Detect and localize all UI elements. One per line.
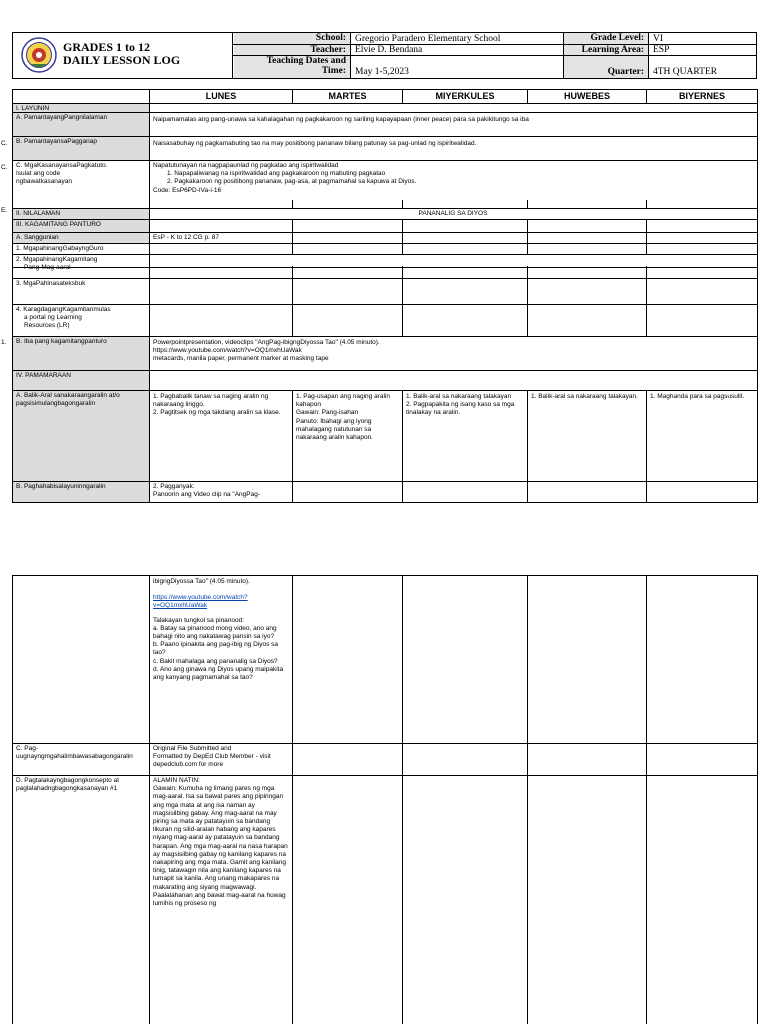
balik-aral-martes: 1. Pag-usapan ang naging aralin kahapon Gawain: Pang-isahan Panuto: Ibahagi ang iyong mahalagang natutunan sa nakaraang aralin kahapon.: [296, 393, 390, 442]
kagamitang-mag-aaral-line-2: Pang-Mag-aaral: [24, 264, 71, 272]
row-learning-resources: [13, 305, 149, 336]
kasanayan-line-2: 1. Napapaliwanag na ispiritwalidad ang pagkakaroon ng mabuting pagkatao: [167, 170, 386, 178]
nilalaman-text: PANANALIG SA DIYOS: [418, 210, 488, 217]
teacher-label: Teacher:: [234, 45, 350, 55]
quarter-label: Quarter:: [564, 56, 648, 78]
learning-area-label: Learning Area:: [564, 45, 648, 55]
row-pamantayan-sa-pagganap: B. PamantayansaPagganap: [13, 137, 149, 160]
school-value: Gregorio Paradero Elementary School: [355, 34, 501, 44]
lesson-table-page-2: [12, 575, 758, 1024]
dates-value: May 1-5,2023: [355, 67, 409, 77]
title-line-2: DAILY LESSON LOG: [63, 53, 181, 67]
row-pagtalakay: D. Pagtalakayngbagongkonsepto at paglalahadngbagongkasanayan #1: [16, 777, 119, 793]
dates-label-line-2: Time:: [321, 66, 346, 76]
question-d: d. Ano ang ginawa ng Diyos upang maipakita ang kanyang pagmamahal sa tao?: [153, 665, 284, 682]
mga-kasanayan-line-2: Isulat ang code: [16, 170, 61, 178]
iba-pang-kagamitan-text: [150, 338, 756, 370]
row-iba-pang-kagamitan: B. Iba pang kagamitangpanturo: [13, 337, 149, 370]
question-c: c. Bakit mahalaga ang pananalig sa Diyos?: [153, 657, 278, 665]
row-mga-kasanayan: [13, 161, 149, 208]
question-a: a. Batay sa pinanood mong video, ano ang bahagi nito ang nakatawag pansin sa iyo?: [153, 624, 277, 641]
pag-uugnay-line-1: Original File Submitted and: [153, 745, 232, 752]
mga-kasanayan-text: [150, 161, 756, 208]
kasanayan-code: Code: EsP6PD-IVa-i-16: [153, 186, 222, 194]
margin-mark-1: 1.: [1, 339, 7, 346]
logo-cell: [13, 33, 233, 78]
paghahabi-lunes: 2. Pagganyak: Panoorin ang Video clip na "AngPag-: [153, 483, 260, 499]
iba-line-2[interactable]: https://www.youtube.com/watch?v=OQ1mxhUaWak: [153, 347, 302, 355]
question-intro: Talakayan tungkol sa pinanood:: [153, 616, 245, 624]
pag-uugnay-line-2: Formatted by DepEd Club Member - visit depedclub.com for more: [153, 753, 271, 769]
youtube-link[interactable]: https://www.youtube.com/watch?v=OQ1mxhUaWak: [153, 594, 248, 610]
lesson-table-page-1: [12, 89, 758, 503]
lr-line-3: Resources (LR): [24, 322, 70, 330]
dates-label-line-1: Teaching Dates and: [266, 56, 346, 66]
iba-line-3: metacards, manila paper, permanent marker at masking tape: [153, 355, 329, 363]
row-pamamaraan: IV. PAMAMARAAN: [13, 371, 149, 390]
pamantayan-sa-pagganap-text: Naisasabuhay ng pagkamabuting tao na may positibong pananaw bilang patunay sa pag-unlad ng ispiritwalidad.: [153, 140, 477, 147]
day-header-huwebes: HUWEBES: [563, 91, 610, 101]
grade-level-label: Grade Level:: [564, 33, 648, 44]
margin-mark-c-2: C.: [1, 164, 8, 171]
day-header-miyerkules: MIYERKULES: [435, 91, 495, 101]
sanggunian-text: EsP - K to 12 CG p. 87: [153, 234, 219, 241]
grade-level-value: VI: [653, 34, 664, 44]
mga-kasanayan-line-1: C. MgaKasanayansaPagkatuto.: [16, 162, 108, 169]
lesson-log-header: [12, 32, 757, 79]
kagamitang-mag-aaral-line-1: 2. MgapahinangKagamitang: [16, 256, 98, 263]
row-layunin: I. LAYUNIN: [13, 104, 149, 112]
title-line-1: GRADES 1 to 12: [63, 40, 151, 54]
balik-aral-biyernes: 1. Maghanda para sa pagsusulit.: [650, 393, 745, 400]
alamin-text: Gawain: Kumuha ng limang pares ng mga mag-aaral. Isa sa bawat pares ang pipiringan ang mga mata at ang isa naman ay magsisilbing gabay. Ang mag-aaral na may piring sa mata ay patatayuin sa bandang likuran ng silid-aralan habang ang kapares niyang mag-aaral ay patatayuin sa bandang harapan. Ang mga mag-aaral na nasa harapan ay magsisilbing gabay ng kanilang kapares na nakapiring ang mga mata. Gamit ang kanilang tinig, tatawagin nila ang kanilang kapares na lumapit sa kanila. Ang unang makapares na makarating ang siyang magwawagi. Paalalahanan ang bawat mag-aaral na huwag lumihis ng proseso ng: [153, 785, 288, 908]
row-kagamitang-panturo: III. KAGAMITANG PANTURO: [13, 220, 149, 232]
day-header-martes: MARTES: [328, 91, 367, 101]
day-header-biyernes: BIYERNES: [678, 91, 725, 101]
dates-label: [234, 56, 350, 78]
balik-aral-huwebes: 1. Balik-aral sa nakaraang talakayan.: [531, 393, 638, 400]
deped-seal-icon: [21, 37, 57, 73]
margin-mark-e: E.: [1, 207, 8, 214]
lr-line-1: 4. KaragdagangKagamitanmulas: [16, 306, 111, 313]
row-paghahabi: B. Paghahabisalayuninngaralin: [13, 482, 149, 502]
mga-kasanayan-line-3: ngbawatkasanayan: [16, 178, 73, 186]
row-pamantayang-pangnilalaman: A. PamantayangPangnilalaman: [13, 113, 149, 136]
lr-line-2: a portal ng Learning: [24, 314, 82, 322]
school-label: School:: [234, 33, 350, 44]
question-b: b. Paano ipinakita ang pag-ibig ng Diyos sa tao?: [153, 641, 279, 657]
balik-aral-miyerkules: 1. Balik-aral sa nakaraang talakayan 2. Pagpapakita ng isang kaso sa mga tinalakay na aralin.: [406, 393, 515, 417]
log-title: [63, 41, 180, 67]
alamin-title: ALAMIN NATIN:: [153, 777, 200, 784]
balik-aral-lunes: 1. Pagbabalik tanaw sa naging aralin ng nakaraang linggo. 2. Pagtitsek ng mga takdang aralin sa klase.: [153, 393, 281, 417]
row-sanggunian: A. Sanggunian: [13, 233, 149, 243]
kasanayan-line-3: 2. Pagkakaroon ng positibong pananaw, pag-asa, at pagmamahal sa kapuwa at Diyos.: [167, 178, 417, 186]
pamantayang-pangnilalaman-text: Naipamamalas ang pang-unawa sa kahalagahan ng pagkakaroon ng sariling kapayapaan (inner peace) para sa pakikitungo sa iba: [153, 116, 529, 123]
pagtalakay-lunes: [150, 776, 292, 1024]
teacher-value: Elvie D. Bendana: [355, 45, 423, 55]
row-pahina-teksbuk: 3. MgaPahinasateksbuk: [16, 280, 86, 287]
quarter-value: 4TH QUARTER: [653, 67, 718, 77]
row-gabay-guro: 1. MgapahinangGabayngGuro: [16, 245, 104, 252]
row-pag-uugnay: C. Pag-uugnayngmgahalimbawasabagongaralin: [16, 745, 133, 761]
row-balik-aral: A. Balik-Aral sanakaraangaralin at/o pagsisimulangbagongaralin: [13, 391, 149, 481]
row-nilalaman: II. NILALAMAN: [13, 209, 149, 219]
pag-uugnay-lunes: [150, 744, 292, 775]
day-header-lunes: LUNES: [205, 91, 237, 101]
learning-area-value: ESP: [653, 45, 670, 55]
pagganyak-continued-lunes: [150, 577, 292, 743]
margin-mark-c: C.: [1, 140, 8, 147]
video-title-continued: ibigngDiyossa Tao" (4.05 minuto).: [153, 578, 250, 585]
iba-line-1: Powerpointpresentation, videoclips "AngPag-ibigngDiyossa Tao" (4.05 minuto).: [153, 339, 380, 346]
kasanayan-line-1: Napatutunayan na nagpapaunlad ng pagkatao ang ispiritwalidad: [153, 162, 339, 169]
row-kagamitang-mag-aaral: [13, 255, 149, 278]
